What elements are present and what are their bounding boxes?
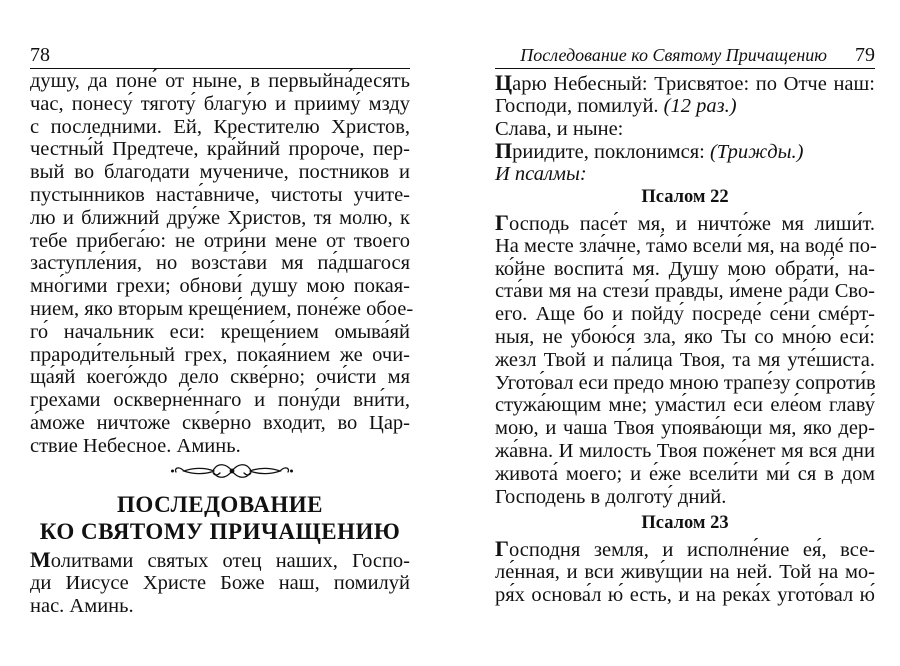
text-line: Угото́вал еси предо мною трапе́зу сопроти́в bbox=[495, 371, 876, 394]
text-line: нас. Аминь. bbox=[30, 594, 134, 617]
text-line: Господень в долготу́ дний. bbox=[495, 485, 727, 508]
text-line: заступле́ния, но возста́ви мя па́дшагося bbox=[30, 252, 410, 275]
text-line: с последними. Ей, Крестителю Христов, bbox=[30, 115, 410, 138]
text-line: честны́й Предтече, кра́йний пророче, пер- bbox=[30, 138, 410, 161]
text-line: прароди́тельный грех, покая́нием же очи- bbox=[30, 343, 410, 366]
text-line: тебе прибега́ю: не отри́ни мене от твоего bbox=[30, 229, 410, 252]
section-title-line1: ПОСЛЕДОВАНИЕ bbox=[117, 492, 323, 517]
right-page bbox=[495, 0, 875, 666]
rubric: (12 раз.) bbox=[663, 94, 737, 117]
text-line: час, понесу́ тяготу́ благу́ю и прииму́ мзду bbox=[30, 92, 410, 115]
left-page-header bbox=[30, 42, 410, 69]
dropcap: М bbox=[30, 547, 51, 572]
text-line: ста́ви мя на стези́ пра́вды, и́мене ра́ди Сво- bbox=[495, 280, 875, 303]
text-line: ле́нная, и вси живу́щии на ней. Той на мо- bbox=[495, 561, 875, 584]
left-page bbox=[30, 0, 414, 666]
text-line: живота́ моего; и е́же всели́ти ми́ ся в дом bbox=[495, 462, 875, 485]
right-text bbox=[495, 72, 875, 607]
text-line: ко́йне воспита́ мя. Душу мою обрати́, на- bbox=[495, 257, 875, 280]
text-line: На месте зла́чне, та́мо всели́ мя, на водé по- bbox=[495, 234, 877, 257]
psalm-heading: Псалом 23 bbox=[641, 513, 729, 534]
line-text: арю Небесный: Трисвятое: по Отче наш: bbox=[512, 73, 875, 95]
line-text: олитвами святых отец наших, Госпо- bbox=[50, 550, 410, 572]
section-title-line2: КО СВЯТОМУ ПРИЧАЩЕНИЮ bbox=[39, 519, 401, 544]
text-line bbox=[30, 549, 410, 572]
text-line bbox=[495, 72, 875, 95]
text-line: ща́яй коего́ждо дело скве́рно; очи́сти мя bbox=[30, 366, 410, 389]
text-line: ныя, не убою́ся зла, яко Ты со мно́ю еси́: bbox=[495, 325, 875, 348]
text-line: мно́гими грехи; обнови́ душу мою покая- bbox=[30, 275, 410, 298]
text-line: душу, да поне́ от ныне, в первыйна́десять bbox=[30, 70, 410, 92]
line-text: Господи, помилуй. bbox=[495, 94, 664, 117]
text-line: лю и ближний дру́же Христов, тя молю, к bbox=[30, 206, 410, 229]
text-line bbox=[495, 95, 875, 118]
text-line: его. Аще бо и пойду́ посреде́ се́ни смéрт- bbox=[495, 303, 875, 326]
text-line: ди Иисусе Христе Боже наш, помилуй bbox=[30, 571, 410, 594]
text-line: го́ начальник еси: креще́нием омыва́яй bbox=[30, 320, 410, 343]
rubric: (Трижды.) bbox=[709, 141, 804, 164]
dropcap: Ц bbox=[495, 70, 513, 95]
text-line: жа́вна. И милость Твоя поже́нет мя вся дни bbox=[495, 439, 875, 462]
line-text: риидите, поклонимся: bbox=[512, 141, 710, 164]
line-text: осподь пасе́т мя, и ничто́же мя лиши́т. bbox=[509, 212, 875, 235]
text-line bbox=[495, 538, 875, 561]
running-title: Последование ко Святому Причащению bbox=[520, 45, 827, 65]
dropcap: Г bbox=[495, 536, 509, 562]
text-line bbox=[495, 209, 875, 235]
text-line: ря́х основа́л ю́ есть, и на река́х угото́вал ю́ bbox=[495, 583, 875, 606]
ornament-divider-icon bbox=[170, 459, 294, 483]
text-line: а́може ничтоже скве́рно входит, во Цар- bbox=[30, 411, 410, 434]
right-page-number: 79 bbox=[855, 44, 875, 66]
text-line: стужа́ющим мне; ума́стил еси еле́ом главу́ bbox=[495, 394, 875, 417]
rubric-line: И псалмы: bbox=[495, 163, 587, 186]
opening-prayer bbox=[30, 549, 410, 617]
text-line: мою, и чаша Твоя упоява́ющи мя, яко дер- bbox=[495, 417, 875, 440]
text-line: жезл Твой и па́лица Твоя, та мя уте́шиста. bbox=[495, 348, 875, 371]
left-paragraph bbox=[30, 70, 414, 458]
dropcap: П bbox=[495, 138, 513, 164]
text-line: грехами оскверне́ннаго и пону́ди вни́ти, bbox=[30, 389, 410, 412]
left-page-number: 78 bbox=[30, 44, 50, 66]
text-line: вый во благодати мучениче, постников и bbox=[30, 161, 410, 184]
text-line: ствие Небесное. Аминь. bbox=[30, 434, 241, 457]
line-text: осподня земля, и исполне́ние ея́, все- bbox=[509, 539, 875, 562]
text-line: пустынников наста́вниче, чистоты учите- bbox=[30, 183, 410, 206]
text-line bbox=[495, 140, 875, 163]
psalm-heading: Псалом 22 bbox=[641, 186, 729, 207]
text-line: нием, яко вторым креще́нием, поне́же обое- bbox=[30, 297, 414, 320]
dropcap: Г bbox=[495, 209, 509, 235]
text-line: Слава, и ныне: bbox=[495, 117, 624, 140]
right-page-header bbox=[495, 42, 875, 69]
